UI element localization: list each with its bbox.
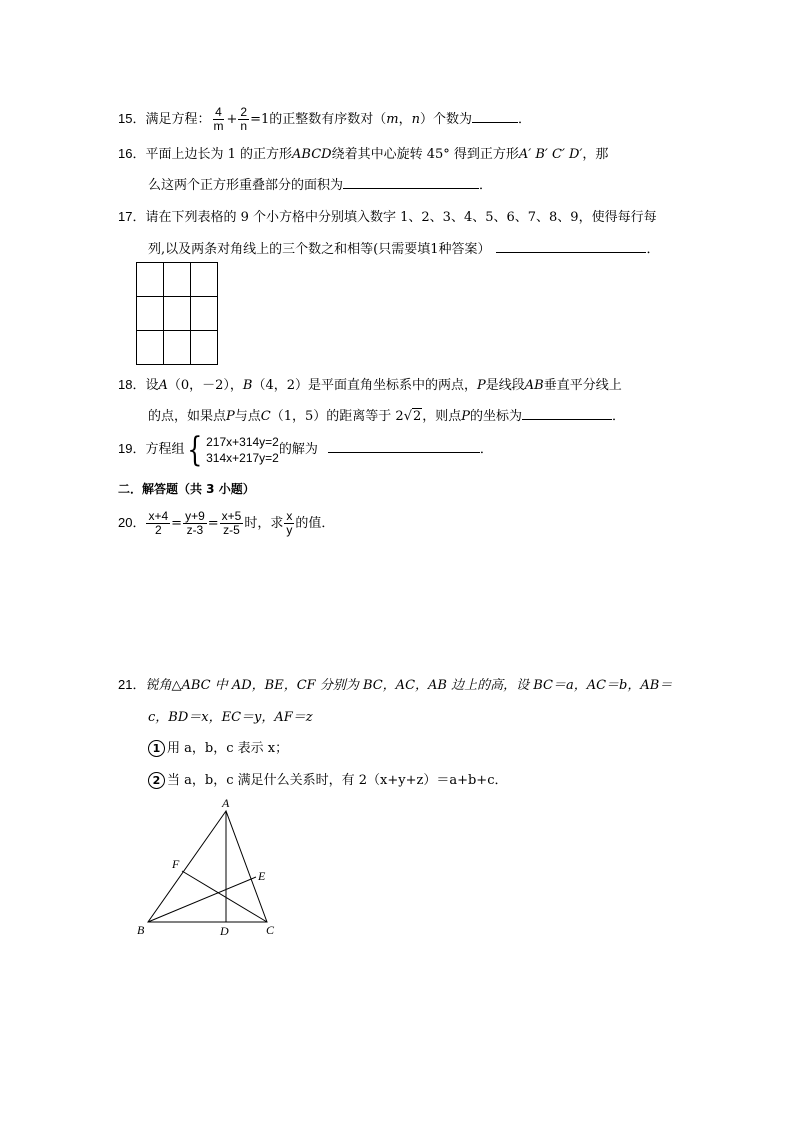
question-number: 16． — [118, 146, 146, 161]
vertex-label-a: A — [222, 796, 230, 810]
question-21-part2: 2 当 a，b，c 满足什么关系时，有 2（x+y+z）＝a+b+c． — [148, 772, 507, 790]
vertex-label-b: B — [137, 923, 145, 937]
question-16-line2: 么这两个正方形重叠部分的面积为 ． — [148, 178, 493, 193]
circled-number: 1 — [148, 740, 165, 757]
magic-square-grid — [136, 262, 218, 365]
question-20: 20． $\frac{x+4}{2}$ = $\frac{y+9}{z-3}$ = $\frac{x+5}{z-5}$ 时，求 $\frac{x}{y}$ 的值． — [118, 509, 335, 537]
grid-cell[interactable] — [164, 263, 191, 297]
grid-cell[interactable] — [137, 331, 164, 365]
answer-blank[interactable] — [496, 240, 646, 253]
grid-cell[interactable] — [164, 297, 191, 331]
question-19: 19．方程组{ 217x+314y=2 314x+217y=2 的解为 ． — [118, 429, 493, 470]
question-number: 21． — [118, 677, 146, 692]
grid-cell[interactable] — [191, 263, 218, 297]
question-21: 21．锐角△ABC 中 AD，BE，CF 分别为 BC，AC，AB 边上的高，设 BC＝a，AC＝b，AB＝ — [118, 677, 673, 693]
point-label-f: F — [172, 857, 180, 871]
answer-blank[interactable] — [328, 440, 480, 453]
grid-cell[interactable] — [137, 263, 164, 297]
question-16: 16．平面上边长为 1 的正方形ABCD绕着其中心旋转 45° 得到正方形A′ B′ C′ D′，那 — [118, 146, 609, 162]
question-15: 15．满足方程： $\frac{4}{m}$ + $\frac{2}{n}$ =1的正整数有序数对（m，n）个数为 ． — [118, 105, 531, 133]
question-18: 18．设A（0，－2），B（4，2）是平面直角坐标系中的两点，P是线段AB垂直平分线上 — [118, 377, 622, 393]
fraction: $\frac{x}{y}$ — [286, 509, 293, 537]
question-number: 17． — [118, 209, 146, 224]
fraction: $\frac{2}{n}$ — [240, 105, 248, 133]
question-text: 满足方程： — [145, 112, 211, 127]
vertex-label-c: C — [266, 923, 275, 937]
fraction: $\frac{4}{m}$ — [213, 105, 224, 133]
question-21-part1: 1 用 a，b，c 表示 x； — [148, 740, 288, 758]
section-heading: 二．解答题（共 3 小题） — [118, 482, 255, 496]
circled-number: 2 — [148, 772, 165, 789]
square-root: √2 — [403, 409, 422, 424]
answer-blank[interactable] — [472, 110, 518, 123]
question-18-line2: 的点，如果点P与点C（1，5）的距离等于 2√2，则点P的坐标为 ． — [148, 409, 626, 424]
question-number: 15． — [118, 111, 146, 126]
grid-cell[interactable] — [164, 331, 191, 365]
point-label-d: D — [220, 924, 229, 938]
grid-cell[interactable] — [191, 297, 218, 331]
equation-system: 217x+314y=2 314x+217y=2 — [206, 434, 279, 465]
triangle-figure — [130, 795, 310, 940]
point-label-e: E — [258, 869, 266, 883]
fraction: $\frac{y+9}{z-3}$ — [185, 509, 205, 537]
question-17-line2: 列,以及两条对角线上的三个数之和相等(只需要填1种答案） ． — [148, 242, 660, 257]
grid-cell[interactable] — [191, 331, 218, 365]
question-number: 19． — [118, 441, 146, 456]
triangle-abc — [148, 811, 267, 922]
altitude-cf — [182, 871, 267, 922]
question-number: 18． — [118, 377, 146, 392]
brace-icon: { — [187, 429, 203, 470]
question-21-line2: c，BD＝x，EC＝y，AF＝z — [148, 710, 313, 725]
grid-cell[interactable] — [137, 297, 164, 331]
fraction: $\frac{x+5}{z-5}$ — [221, 509, 242, 537]
question-number: 20． — [118, 515, 146, 530]
answer-blank[interactable] — [522, 407, 612, 420]
fraction: $\frac{x+4}{2}$ — [148, 509, 169, 537]
question-17: 17．请在下列表格的 9 个小方格中分别填入数字 1、2、3、4、5、6、7、8、9，使得每行每 — [118, 209, 657, 225]
answer-blank[interactable] — [343, 176, 479, 189]
